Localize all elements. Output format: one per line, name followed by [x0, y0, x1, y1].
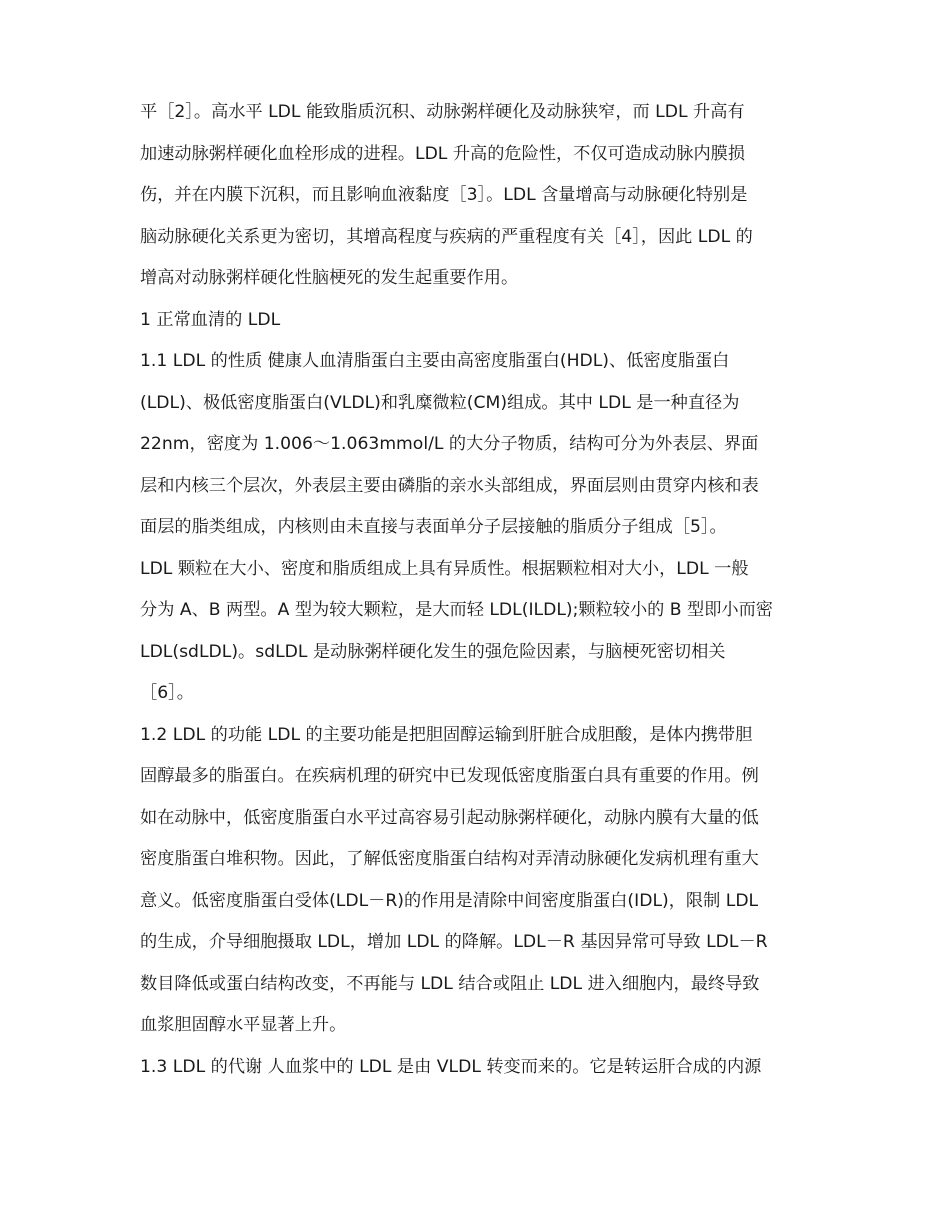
text-line: 22nm，密度为 1.006～1.063mmol/L 的大分子物质，结构可分为外表层、界面 [140, 434, 759, 454]
text-line: 的生成，介导细胞摄取 LDL，增加 LDL 的降解。LDL－R 基因异常可导致 LDL－R [140, 932, 768, 952]
section-heading: 1 正常血清的 LDL [140, 309, 281, 330]
text-line: 加速动脉粥样硬化血栓形成的进程。LDL 升高的危险性，不仅可造成动脉内膜损 [140, 143, 746, 164]
text-line: (LDL)、极低密度脂蛋白(VLDL)和乳糜微粒(CM)组成。其中 LDL 是一种直径为 [140, 392, 740, 413]
text-line: 数目降低或蛋白结构改变，不再能与 LDL 结合或阻止 LDL 进入细胞内，最终导致 [140, 973, 760, 994]
text-line: 伤，并在内膜下沉积，而且影响血液黏度［3］。LDL 含量增高与动脉硬化特别是 [140, 185, 748, 205]
text-line: 平［2］。高水平 LDL 能致脂质沉积、动脉粥样硬化及动脉狭窄，而 LDL 升高有 [140, 102, 745, 122]
text-line: 增高对动脉粥样硬化性脑梗死的发生起重要作用。 [140, 268, 519, 288]
body-text [140, 92, 820, 1088]
text-line: 脑动脉硬化关系更为密切，其增高程度与疾病的严重程度有关［4］，因此 LDL 的 [140, 226, 753, 247]
text-line: 固醇最多的脂蛋白。在疾病机理的研究中已发现低密度脂蛋白具有重要的作用。例 [140, 766, 759, 786]
text-line: 如在动脉中，低密度脂蛋白水平过高容易引起动脉粥样硬化，动脉内膜有大量的低 [140, 807, 759, 828]
text-line: 血浆胆固醇水平显著上升。 [140, 1015, 347, 1035]
text-line: 层和内核三个层次，外表层主要由磷脂的亲水头部组成，界面层则由贯穿内核和表 [140, 475, 759, 496]
text-line: LDL 颗粒在大小、密度和脂质组成上具有异质性。根据颗粒相对大小，LDL 一般 [140, 558, 749, 579]
text-line: 密度脂蛋白堆积物。因此，了解低密度脂蛋白结构对弄清动脉硬化发病机理有重大 [140, 849, 759, 869]
text-line: LDL(sdLDL)。sdLDL 是动脉粥样硬化发生的强危险因素，与脑梗死密切相关 [140, 641, 726, 662]
text-line: 1.3 LDL 的代谢 人血浆中的 LDL 是由 VLDL 转变而来的。它是转运肝合成的内源 [140, 1056, 762, 1077]
text-line: 面层的脂类组成，内核则由未直接与表面单分子层接触的脂质分子组成［5］。 [140, 517, 727, 537]
text-line: 1.1 LDL 的性质 健康人血清脂蛋白主要由高密度脂蛋白(HDL)、低密度脂蛋白 [140, 351, 730, 371]
text-line: ［6］。 [140, 683, 194, 703]
text-line: 意义。低密度脂蛋白受体(LDL－R)的作用是清除中间密度脂蛋白(IDL)，限制 LDL [140, 890, 759, 911]
text-line: 分为 A、B 两型。A 型为较大颗粒，是大而轻 LDL(ILDL);颗粒较小的 B 型即小而密 [140, 600, 773, 620]
text-line: 1.2 LDL 的功能 LDL 的主要功能是把胆固醇运输到肝脏合成胆酸，是体内携带胆 [140, 724, 753, 745]
